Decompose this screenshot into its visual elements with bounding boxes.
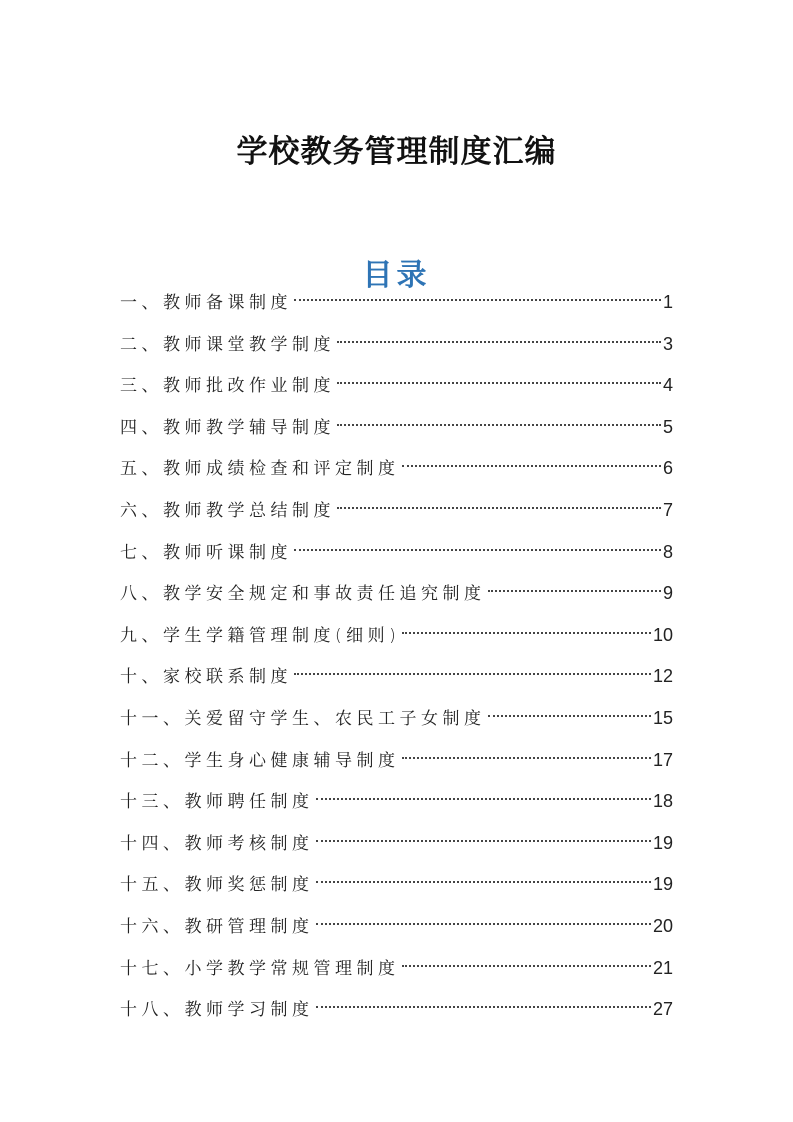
dot-leader	[316, 923, 651, 925]
toc-page-number: 27	[652, 999, 673, 1020]
dot-leader	[402, 965, 651, 967]
dot-leader	[337, 424, 661, 426]
toc-entry-label: 十一、关爱留守学生、农民工子女制度	[120, 708, 486, 729]
toc-entry-label: 五、教师成绩检查和评定制度	[120, 459, 400, 480]
toc-entry[interactable]	[120, 740, 673, 782]
toc-page-number: 4	[662, 375, 673, 396]
toc-page-number: 7	[662, 499, 673, 520]
toc-entry-label: 四、教师教学辅导制度	[120, 417, 335, 438]
toc-entry-label: 十四、教师考核制度	[120, 833, 314, 854]
dot-leader	[316, 798, 651, 800]
toc-entry[interactable]	[120, 781, 673, 823]
dot-leader	[316, 840, 651, 842]
toc-page-number: 6	[662, 458, 673, 479]
toc-entry-label: 六、教师教学总结制度	[120, 500, 335, 521]
toc-page-number: 17	[652, 749, 673, 770]
toc-entry-label: 一、教师备课制度	[120, 293, 292, 313]
dot-leader	[294, 673, 651, 675]
dot-leader	[294, 549, 661, 551]
dot-leader	[488, 715, 651, 717]
toc-page-number: 12	[652, 666, 673, 687]
toc-entry[interactable]	[120, 656, 673, 698]
dot-leader	[402, 465, 661, 467]
toc-page-number: 3	[662, 333, 673, 354]
toc-page-number: 19	[652, 832, 673, 853]
document-title: 学校教务管理制度汇编	[236, 133, 557, 170]
dot-leader	[337, 341, 661, 343]
dot-leader	[488, 590, 661, 592]
toc-page-number: 18	[652, 791, 673, 812]
toc-page-number: 20	[652, 915, 673, 936]
dot-leader	[316, 1006, 651, 1008]
toc-entry[interactable]	[120, 365, 673, 407]
toc-entry-label: 七、教师听课制度	[120, 542, 292, 563]
toc-entry-label: 二、教师课堂教学制度	[120, 334, 335, 355]
dot-leader	[402, 632, 651, 634]
toc-entry-label: 三、教师批改作业制度	[120, 376, 335, 397]
toc-entry-label: 十五、教师奖惩制度	[120, 875, 314, 896]
dot-leader	[294, 299, 661, 301]
toc-entry-label: 十七、小学教学常规管理制度	[120, 958, 400, 979]
toc-entry-label: 十、家校联系制度	[120, 667, 292, 688]
toc-entry-label: 八、教学安全规定和事故责任追究制度	[120, 584, 486, 605]
table-of-contents	[120, 282, 673, 1031]
toc-entry[interactable]	[120, 448, 673, 490]
toc-entry-label: 十六、教研管理制度	[120, 916, 314, 937]
toc-heading: 目录	[362, 257, 431, 293]
toc-page-number: 1	[662, 292, 673, 312]
toc-entry[interactable]	[120, 282, 673, 324]
toc-entry[interactable]	[120, 407, 673, 449]
toc-entry[interactable]	[120, 989, 673, 1031]
toc-page-number: 19	[652, 874, 673, 895]
toc-page-number: 9	[662, 583, 673, 604]
dot-leader	[316, 881, 651, 883]
toc-entry[interactable]	[120, 490, 673, 532]
toc-entry[interactable]	[120, 698, 673, 740]
toc-page-number: 15	[652, 707, 673, 728]
toc-page-number: 5	[662, 416, 673, 437]
toc-entry[interactable]	[120, 823, 673, 865]
toc-entry[interactable]	[120, 864, 673, 906]
toc-entry-label: 九、学生学籍管理制度(细则)	[120, 625, 401, 646]
dot-leader	[337, 507, 661, 509]
toc-entry[interactable]	[120, 906, 673, 948]
dot-leader	[337, 382, 661, 384]
toc-entry-label: 十八、教师学习制度	[120, 1000, 314, 1021]
toc-entry-label: 十三、教师聘任制度	[120, 792, 314, 813]
toc-page-number: 8	[662, 541, 673, 562]
dot-leader	[402, 757, 651, 759]
toc-entry[interactable]	[120, 324, 673, 366]
toc-page-number: 10	[652, 624, 673, 645]
toc-entry-label: 十二、学生身心健康辅导制度	[120, 750, 400, 771]
toc-entry[interactable]	[120, 948, 673, 990]
toc-page-number: 21	[652, 957, 673, 978]
toc-entry[interactable]	[120, 615, 673, 657]
toc-entry[interactable]	[120, 573, 673, 615]
toc-entry[interactable]	[120, 532, 673, 574]
